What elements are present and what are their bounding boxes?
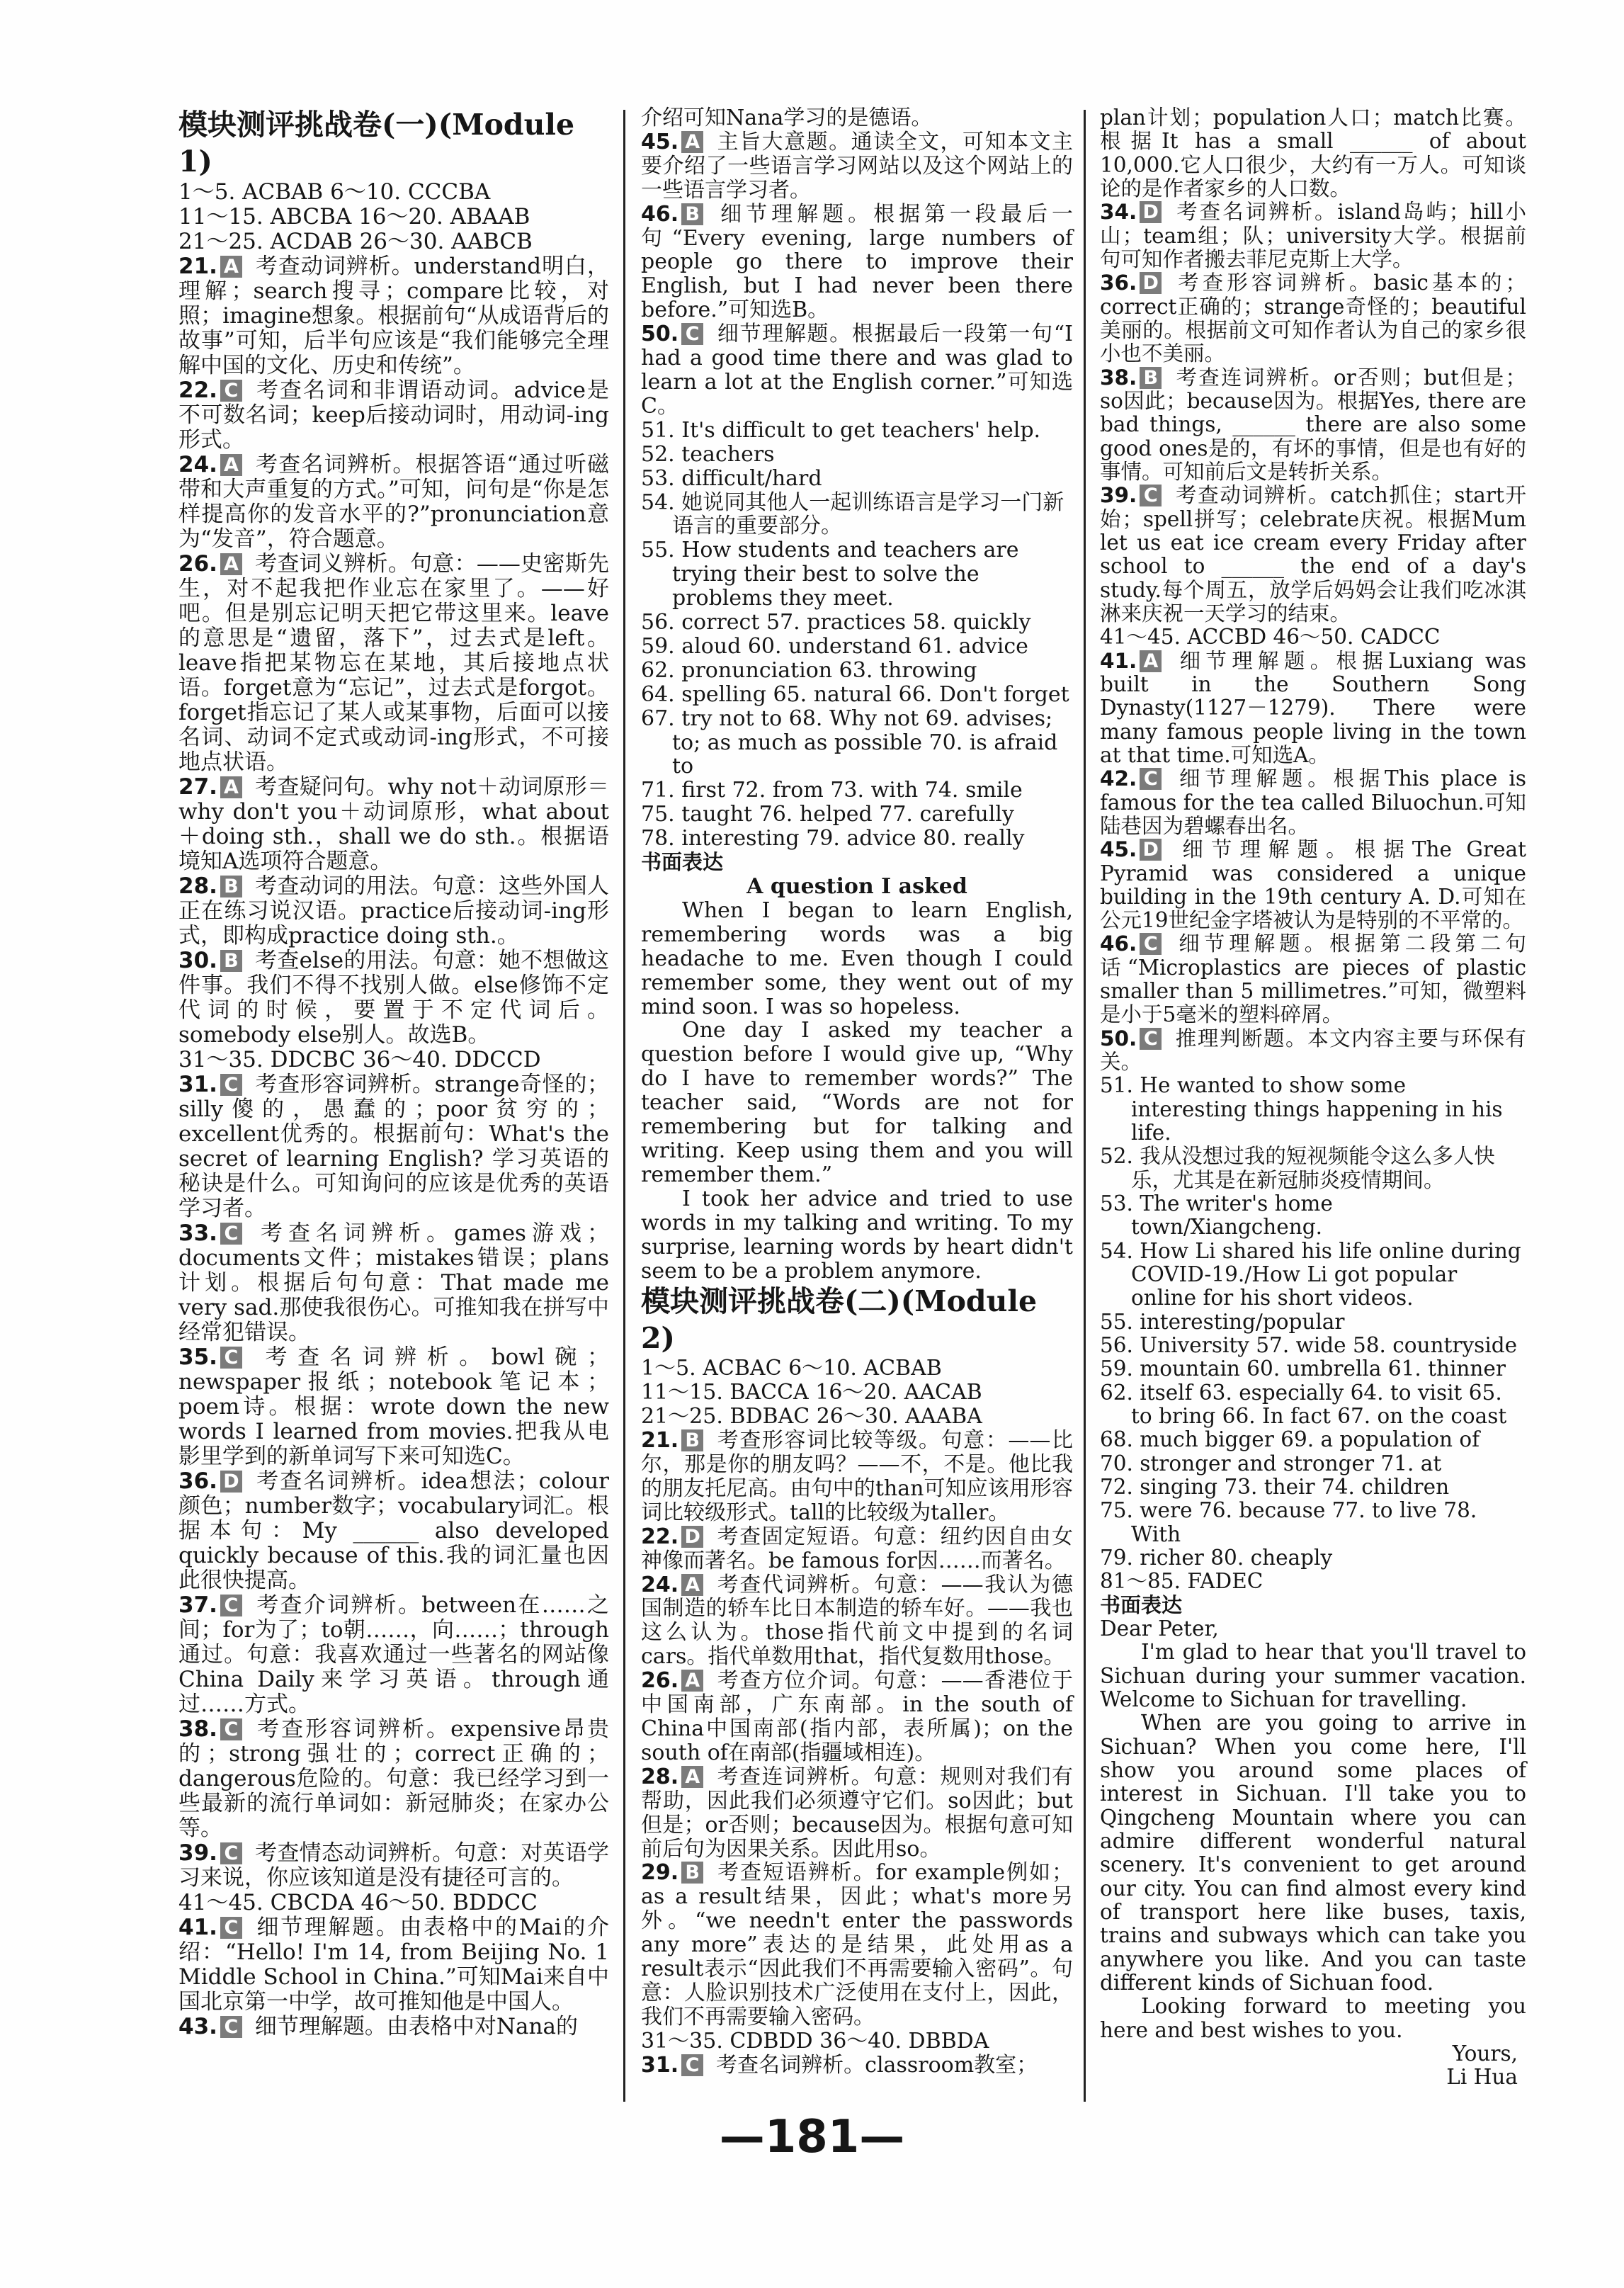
- question-number: 38.: [1100, 365, 1137, 390]
- explanation-item: [178, 1841, 609, 1891]
- column-divider-left: [623, 110, 625, 2102]
- letter-paragraph: When are you going to arrive in Sichuan? When you come here, I'll show you around some places of interest in Sichuan. I'll take you to Qingcheng Mountain where you can admire different wonderful natural scenery. It's convenient to get around our city. You can find almost every kind of transport here like buses, taxis, trains and subways which can take you anywhere you like. And you can taste different kinds of Sichuan food.: [1100, 1711, 1526, 1995]
- explanation-text: 考查疑问句。why not＋动词原形＝why don't you＋动词原形，what about＋doing sth.，shall we do sth.。根据语境知A选项符合题意。: [178, 774, 609, 874]
- answer-line: 75. taught 76. helped 77. carefully: [641, 802, 1014, 827]
- explanation-item: [1100, 484, 1526, 625]
- question-number: 22.: [178, 378, 217, 403]
- question-number: 21.: [178, 254, 217, 279]
- answer-letter-badge: C: [220, 1347, 242, 1369]
- explanation-text: 细节理解题。根据最后一段第一句“I had a good time there and was glad to learn a lot at the English corner.”可知选C。: [641, 322, 1073, 419]
- explanation-text: 考查形容词辨析。expensive昂贵的；strong强壮的；correct正确的；dangerous危险的。句意：我已经学习到一些最新的流行单词如：新冠肺炎；在家办公等。: [178, 1716, 609, 1841]
- answer-letter-badge: C: [1140, 768, 1162, 790]
- explanation-item: [1100, 200, 1526, 271]
- explanation-item: [641, 203, 1073, 323]
- explanation-text: 考查词义辨析。句意：——史密斯先生，对不起我把作业忘在家里了。——好吧。但是别忘记明天把它带这里来。leave的意思是“遗留，落下”，过去式是left。leave指把某物忘在某地，其后接地点状语。forget意为“忘记”，过去式是forgot。forget指忘记了某人或某事物，后面可以接名词、动词不定式或动词-ing形式，不可接地点状语。: [178, 551, 609, 775]
- answer-line: 53. difficult/hard: [641, 465, 822, 491]
- answer-letter-badge: A: [681, 131, 703, 153]
- answer-letter-badge: D: [220, 1471, 242, 1493]
- explanation-item: [178, 1469, 609, 1593]
- explanation-text: 考查固定短语。句意：纽约因自由女神像而著名。be famous for因……而著名。: [641, 1524, 1073, 1573]
- explanation-item: [178, 874, 609, 948]
- answer-line: 55. interesting/popular: [1100, 1309, 1345, 1334]
- explanation-item: [641, 2054, 1073, 2078]
- question-number: 46.: [641, 201, 679, 227]
- explanation-item: [178, 378, 609, 453]
- answer-line: 1～5. ACBAC 6～10. ACBAB: [641, 1356, 942, 1381]
- answer-letter-badge: C: [681, 2054, 703, 2076]
- explanation-text: 考查连词辨析。or否则；but但是；so因此；because因为。根据Yes, there are bad things, ______ there are also some good ones是的，有坏的事情，但是也有好的事情。可知前后文是转折关系。: [1100, 365, 1526, 484]
- answer-line: 62. itself 63. especially 64. to visit 65. to bring 66. In fact 67. on the coast: [1100, 1380, 1507, 1429]
- explanation-item: [1100, 366, 1526, 485]
- explanation-item: [641, 1525, 1073, 1573]
- explanation-item: [1100, 932, 1526, 1026]
- answer-letter-badge: C: [220, 1223, 242, 1245]
- explanation-item: [178, 2015, 609, 2039]
- question-number: 27.: [178, 774, 217, 800]
- explanation-text: 考查短语辨析。for example例如；as a result结果，因此；what's more另外。“we needn't enter the passwords any more”表达的是结果，此处用as a result表示“因此我们不再需要输入密码”。句意：人脸识别技术广泛使用在支付上，因此，我们不再需要输入密码。: [641, 1860, 1073, 2029]
- question-number: 41.: [1100, 648, 1137, 673]
- explanation-text: 考查名词辨析。island岛屿；hill小山；team组；队；university大学。根据前句可知作者搬去菲尼克斯上大学。: [1100, 200, 1526, 271]
- explanation-item: [178, 453, 609, 552]
- essay-title: A question I asked: [746, 874, 967, 899]
- answer-letter-badge: B: [220, 876, 242, 897]
- explanation-text: 考查名词辨析。bowl碗；newspaper报纸；notebook笔记本；poem诗。根据：wrote down the new words I learned from movies.把我从电影里学到的新单词写下来可知选C。: [178, 1344, 609, 1469]
- explanation-text: 细节理解题。根据The Great Pyramid was considered a unique building in the 19th century A. D.可知在公元19世纪金字塔被认为是特别的不平常的。: [1100, 837, 1526, 933]
- explanation-text: 细节理解题。根据Luxiang was built in the Southern Song Dynasty(1127－1279). There were many famous people living in the town at that time.可知选A。: [1100, 648, 1526, 767]
- explanation-text: 推理判断题。本文内容主要与环保有关。: [1100, 1026, 1526, 1075]
- question-number: 34.: [1100, 200, 1137, 225]
- explanation-item: [641, 1429, 1073, 1525]
- explanation-text: 考查形容词比较等级。句意：——比尔，那是你的朋友吗？——不，不是。他比我的朋友托尼高。由句中的than可知应该用形容词比较级形式。tall的比较级为taller。: [641, 1428, 1073, 1525]
- explanation-item: [641, 1861, 1073, 2029]
- answer-letter-badge: C: [220, 2016, 242, 2038]
- page-number: —181—: [719, 2111, 905, 2163]
- question-number: 35.: [178, 1344, 217, 1370]
- explanation-text: 考查介词辨析。between在……之间；for为了；to朝……，向……；through通过。句意：我喜欢通过一些著名的网站像China Daily来学习英语。through通过……方式。: [178, 1592, 609, 1717]
- answer-line: 78. interesting 79. advice 80. really: [641, 826, 1025, 851]
- answer-letter-badge: B: [681, 203, 703, 225]
- answer-letter-badge: B: [1140, 367, 1162, 389]
- letter-paragraph: Looking forward to meeting you here and best wishes to you.: [1100, 1994, 1526, 2042]
- question-number: 41.: [178, 1915, 217, 1940]
- letter-greeting: Dear Peter,: [1100, 1616, 1219, 1641]
- answer-line: 71. first 72. from 73. with 74. smile: [641, 778, 1023, 803]
- answer-letter-badge: D: [681, 1526, 703, 1548]
- explanation-item: [641, 130, 1073, 203]
- explanation-item: [178, 775, 609, 874]
- answer-line: 53. The writer's home town/Xiangcheng.: [1100, 1191, 1333, 1240]
- answer-line: 21～25. ACDAB 26～30. AABCB: [178, 229, 533, 254]
- answer-letter-badge: A: [220, 776, 242, 798]
- question-number: 50.: [1100, 1026, 1137, 1050]
- question-number: 29.: [641, 1860, 679, 1886]
- explanation-item: [178, 1593, 609, 1717]
- explanation-text: 考查动词辨析。catch抓住；start开始；spell拼写；celebrate庆祝。根据Mum let us eat ice cream every Friday after school to ______ the end of a day's study.每个周五，放学后妈妈会让我们吃冰淇淋来庆祝一天学习的结束。: [1100, 483, 1526, 625]
- answer-letter-badge: C: [1140, 1028, 1162, 1050]
- answer-line: 59. aloud 60. understand 61. advice: [641, 633, 1028, 659]
- explanation-text: 考查形容词辨析。strange奇怪的；silly傻的，愚蠢的；poor贫穷的；excellent优秀的。根据前句：What's the secret of learning English? 学习英语的秘诀是什么。可知询问的应该是优秀的英语学习者。: [178, 1072, 609, 1221]
- answer-letter-badge: D: [1140, 272, 1162, 294]
- question-number: 33.: [178, 1221, 217, 1246]
- question-number: 36.: [1100, 271, 1137, 295]
- essay-paragraph: When I began to learn English, remembering words was a big headache to me. Even though I could remember some, they went out of my mind soon. I was so hopeless.: [641, 897, 1073, 1019]
- explanation-item: [641, 1669, 1073, 1765]
- explanation-text: 考查形容词辨析。basic基本的；correct正确的；strange奇怪的；beautiful美丽的。根据前文可知作者认为自己的家乡很小也不美丽。: [1100, 271, 1526, 366]
- answer-letter-badge: A: [681, 1670, 703, 1692]
- explanation-item: [178, 1345, 609, 1469]
- explanation-text: 考查名词辨析。idea想法；colour颜色；number数字；vocabulary词汇。根据本句：My ______ also developed quickly because of this.我的词汇量也因此很快提高。: [178, 1468, 609, 1593]
- answer-line: 41～45. ACCBD 46～50. CADCC: [1100, 625, 1441, 650]
- answer-line: 1～5. ACBAB 6～10. CCCBA: [178, 179, 491, 205]
- answer-line: 21～25. BDBAC 26～30. AAABA: [641, 1404, 982, 1429]
- module-title: 模块测评挑战卷(二)(Module 2): [641, 1284, 1038, 1356]
- question-number: 24.: [641, 1572, 679, 1597]
- answer-line: 41～45. CBCDA 46～50. BDDCC: [178, 1890, 538, 1915]
- explanation-item: [1100, 271, 1526, 366]
- explanation-text: 考查代词辨析。句意：——我认为德国制造的轿车比日本制造的轿车好。——我也这么认为。those指代前文中提到的名词cars。指代单数用that，指代复数用those。: [641, 1572, 1073, 1670]
- explanation-item: [178, 948, 609, 1048]
- question-number: 42.: [1100, 766, 1137, 791]
- answer-letter-badge: B: [681, 1429, 703, 1451]
- explanation-item: [178, 254, 609, 378]
- question-number: 45.: [1100, 837, 1137, 862]
- answer-letter-badge: A: [220, 454, 242, 476]
- answer-letter-badge: C: [220, 380, 242, 402]
- continued-text: 介绍可知Nana学习的是德语。: [641, 106, 933, 130]
- column-divider-right: [1084, 110, 1086, 2102]
- explanation-text: 考查名词辨析。games游戏；documents文件；mistakes错误；plans计划。根据后句句意：That made me very sad.那使我很伤心。可推知我在拼写中经常犯错误。: [178, 1221, 609, 1345]
- explanation-item: [1100, 767, 1526, 838]
- answer-line: 51. He wanted to show some interesting things happening in his life.: [1100, 1073, 1503, 1145]
- explanation-text: 考查名词辨析。classroom教室；: [716, 2052, 1038, 2078]
- explanation-item: [1100, 1027, 1526, 1075]
- explanation-text: 主旨大意题。通读全文，可知本文主要介绍了一些语言学习网站以及这个网站上的一些语言学习者。: [641, 129, 1073, 203]
- answer-letter-badge: A: [220, 256, 242, 278]
- essay-paragraph: One day I asked my teacher a question before I would give up, “Why do I have to remember words?” The teacher said, “Words are not for remembering but for talking and writing. Keep using them and you will remember them.”: [641, 1018, 1073, 1187]
- answer-letter-badge: C: [681, 323, 703, 345]
- answer-line: 81～85. FADEC: [1100, 1569, 1264, 1594]
- answer-line: 59. mountain 60. umbrella 61. thinner: [1100, 1357, 1506, 1381]
- writing-heading: 书面表达: [641, 850, 724, 875]
- question-number: 39.: [1100, 483, 1137, 508]
- answer-letter-badge: A: [1140, 650, 1162, 672]
- answer-letter-badge: B: [220, 950, 242, 972]
- answer-letter-badge: B: [681, 1862, 703, 1884]
- explanation-text: 考查方位介词。句意：——香港位于中国南部，广东南部。in the south of China中国南部(指内部，表所属)；on the south of在南部(指疆域相连)。: [641, 1668, 1073, 1765]
- question-number: 26.: [641, 1668, 679, 1694]
- column-1: [178, 106, 609, 2039]
- continued-text: plan计划；population人口；match比赛。根据It has a small ______ of about 10,000.它人口很少，大约有一万人。可知谈论的是作者家乡的人口数。: [1100, 106, 1526, 200]
- answer-line: 52. teachers: [641, 441, 775, 467]
- answer-letter-badge: D: [1140, 839, 1162, 861]
- letter-signature: Li Hua: [1446, 2065, 1518, 2090]
- explanation-item: [178, 552, 609, 775]
- answer-line: 70. stronger and stronger 71. at: [1100, 1451, 1442, 1476]
- explanation-item: [641, 322, 1073, 419]
- answer-line: 67. try not to 68. Why not 69. advises; to; as much as possible 70. is afraid to: [641, 706, 1058, 779]
- answer-line: 64. spelling 65. natural 66. Don't forget: [641, 681, 1069, 707]
- answer-line: 56. University 57. wide 58. countryside: [1100, 1333, 1518, 1358]
- answer-line: 56. correct 57. practices 58. quickly: [641, 610, 1031, 635]
- letter-closing: Yours,: [1452, 2041, 1518, 2066]
- answer-line: 75. were 76. because 77. to live 78. With: [1100, 1498, 1477, 1546]
- explanation-item: [1100, 838, 1526, 932]
- explanation-text: 细节理解题。根据第一段最后一句“Every evening, large numbers of people go there to improve their English, but I had never been there before.”可知选B。: [641, 201, 1073, 323]
- answer-line: 62. pronunciation 63. throwing: [641, 657, 977, 683]
- answer-letter-badge: C: [220, 1074, 242, 1096]
- answer-letter-badge: A: [681, 1574, 703, 1596]
- explanation-text: 考查连词辨析。句意：规则对我们有帮助，因此我们必须遵守它们。so因此；but但是；or否则；because因为。根据句意可知前后句为因果关系。因此用so。: [641, 1764, 1073, 1862]
- explanation-text: 考查else的用法。句意：她不想做这件事。我们不得不找别人做。else修饰不定代词的时候，要置于不定代词后。somebody else别人。故选B。: [178, 948, 609, 1048]
- answer-line: 11～15. BACCA 16～20. AACAB: [641, 1380, 982, 1405]
- question-number: 46.: [1100, 931, 1137, 956]
- question-number: 28.: [641, 1764, 679, 1789]
- explanation-text: 细节理解题。根据第二段第二句话“Microplastics are pieces of plastic smaller than 5 millimetres.”可知，微塑料是小于5毫米的塑料碎屑。: [1100, 931, 1526, 1027]
- explanation-text: 细节理解题。由表格中的Mai的介绍：“Hello! I'm 14, from Beijing No. 1 Middle School in China.”可知Mai来自中国北京第一中学，故可推知他是中国人。: [178, 1915, 609, 2015]
- answer-line: 31～35. CDBDD 36～40. DBBDA: [641, 2028, 989, 2054]
- explanation-item: [178, 1717, 609, 1841]
- explanation-text: 细节理解题。由表格中对Nana的: [254, 2014, 578, 2039]
- question-number: 36.: [178, 1468, 217, 1494]
- answer-letter-badge: C: [220, 1917, 242, 1939]
- answer-letter-badge: C: [220, 1718, 242, 1740]
- explanation-item: [178, 1221, 609, 1345]
- question-number: 38.: [178, 1716, 217, 1742]
- answer-line: 55. How students and teachers are trying their best to solve the problems they meet.: [641, 538, 1019, 611]
- answer-line: 52. 我从没想过我的短视频能令这么多人快乐，尤其是在新冠肺炎疫情期间。: [1100, 1144, 1495, 1192]
- answer-letter-badge: C: [220, 1595, 242, 1616]
- letter-paragraph: I'm glad to hear that you'll travel to Sichuan during your summer vacation. Welcome to Sichuan for travelling.: [1100, 1640, 1526, 1711]
- answer-letter-badge: C: [1140, 933, 1162, 955]
- answer-line: 54. How Li shared his life online during COVID-19./How Li got popular online for his short videos.: [1100, 1238, 1521, 1310]
- answer-letter-badge: D: [1140, 201, 1162, 223]
- answer-line: 68. much bigger 69. a population of: [1100, 1427, 1480, 1452]
- answer-line: 79. richer 80. cheaply: [1100, 1546, 1333, 1570]
- column-2: [641, 106, 1073, 2078]
- question-number: 39.: [178, 1840, 217, 1866]
- question-number: 28.: [178, 873, 217, 899]
- question-number: 50.: [641, 322, 679, 347]
- question-number: 37.: [178, 1592, 217, 1618]
- explanation-text: 考查动词的用法。句意：这些外国人正在练习说汉语。practice后接动词-ing形式，即构成practice doing sth.。: [178, 873, 609, 948]
- explanation-text: 细节理解题。根据This place is famous for the tea called Biluochun.可知陆巷因为碧螺春出名。: [1100, 766, 1526, 838]
- explanation-text: 考查情态动词辨析。句意：对英语学习来说，你应该知道是没有捷径可言的。: [178, 1840, 609, 1891]
- writing-heading: 书面表达: [1100, 1592, 1183, 1617]
- question-number: 31.: [178, 1072, 217, 1097]
- answer-line: 72. singing 73. their 74. children: [1100, 1475, 1450, 1500]
- answer-line: 11～15. ABCBA 16～20. ABAAB: [178, 204, 530, 230]
- answer-line: 51. It's difficult to get teachers' help.: [641, 417, 1041, 443]
- answer-letter-badge: A: [220, 553, 242, 575]
- explanation-item: [1100, 650, 1526, 768]
- explanation-item: [641, 1765, 1073, 1862]
- question-number: 30.: [178, 948, 217, 973]
- question-number: 31.: [641, 2052, 679, 2078]
- explanation-text: 考查动词辨析。understand明白，理解；search搜寻；compare比较，对照；imagine想象。根据前句“从成语背后的故事”可知，后半句应该是“我们能够完全理解中国的文化、历史和传统”。: [178, 254, 609, 378]
- explanation-text: 考查名词辨析。根据答语“通过听磁带和大声重复的方式。”可知，问句是“你是怎样提高你的发音水平的?”pronunciation意为“发音”，符合题意。: [178, 452, 609, 552]
- answer-letter-badge: C: [1140, 485, 1162, 506]
- essay-paragraph: I took her advice and tried to use words in my talking and writing. To my surprise, learning words by heart didn't seem to be a problem anymore.: [641, 1186, 1073, 1284]
- question-number: 45.: [641, 129, 679, 154]
- question-number: 26.: [178, 551, 217, 577]
- module-title: 模块测评挑战卷(一)(Module 1): [178, 108, 575, 179]
- explanation-text: 考查名词和非谓语动词。advice是不可数名词；keep后接动词时，用动词-ing形式。: [178, 378, 609, 453]
- question-number: 22.: [641, 1524, 679, 1549]
- answer-line: 31～35. DDCBC 36～40. DDCCD: [178, 1047, 541, 1072]
- answer-line: 54. 她说同其他人一起训练语言是学习一门新语言的重要部分。: [641, 489, 1064, 539]
- explanation-item: [178, 1915, 609, 2015]
- answer-letter-badge: A: [681, 1766, 703, 1788]
- answer-letter-badge: C: [220, 1842, 242, 1864]
- explanation-item: [178, 1072, 609, 1221]
- column-3: [1100, 106, 1526, 2090]
- question-number: 24.: [178, 452, 217, 477]
- explanation-item: [641, 1573, 1073, 1670]
- question-number: 43.: [178, 2014, 217, 2039]
- question-number: 21.: [641, 1428, 679, 1454]
